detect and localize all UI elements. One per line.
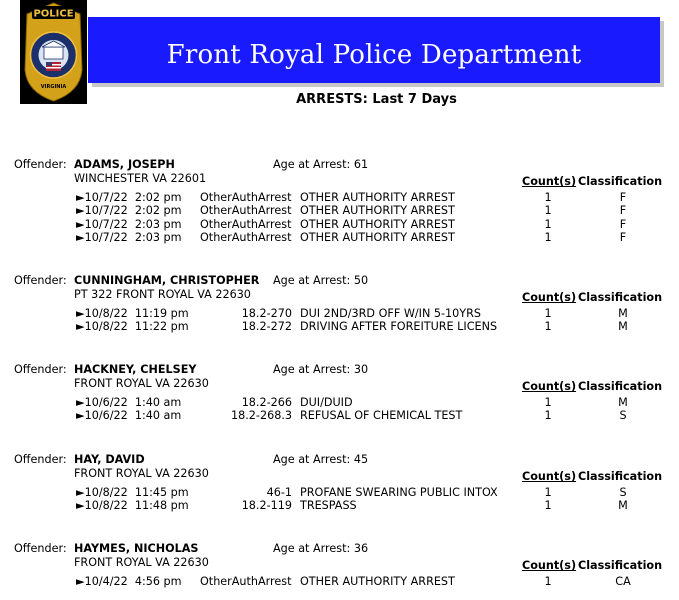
count-column-header: Count(s) [522,559,577,572]
charge-date: ►10/7/22 [76,217,128,231]
charge-count: 1 [544,230,552,244]
classification-column-header: Classification [578,470,663,483]
charge-row [0,320,679,333]
age-value: 30 [353,363,369,376]
charge-description: PROFANE SWEARING PUBLIC INTOX [300,486,498,499]
age-label: Age at Arrest: [273,274,351,287]
charge-code: 18.2-268.3 [231,409,292,423]
count-column-header: Count(s) [522,291,577,304]
charge-date: ►10/8/22 [76,307,128,320]
charge-count: 1 [544,486,552,499]
age-label: Age at Arrest: [273,542,351,555]
age-at-arrest [273,542,368,555]
count-column-header: Count(s) [522,175,577,188]
charge-description: OTHER AUTHORITY ARREST [300,217,455,231]
charge-classification: S [619,409,627,423]
charge-date: ►10/6/22 [76,409,128,423]
charge-classification: M [618,307,628,320]
charge-time: 11:19 pm [134,307,189,320]
charge-classification: F [619,191,627,204]
charge-date: ►10/8/22 [76,486,128,499]
charge-code: 18.2-270 [241,307,292,320]
charge-code: 18.2-119 [241,499,292,513]
charge-code: 46-1 [266,486,292,499]
charge-row [0,307,679,320]
charge-description: OTHER AUTHORITY ARREST [300,230,455,244]
charge-datetime [76,218,182,231]
charge-row [0,191,679,204]
charge-row [0,499,679,512]
charge-datetime [76,396,181,409]
charge-date: ►10/7/22 [76,230,128,244]
offender-label: Offender: [14,363,67,376]
offender-address: FRONT ROYAL VA 22630 [74,377,209,390]
offender-name: HAY, DAVID [74,453,145,466]
charge-code: 18.2-272 [241,320,292,334]
svg-text:POLICE: POLICE [33,8,74,20]
charge-description: DUI 2ND/3RD OFF W/IN 5-10YRS [300,307,481,320]
classification-column-header: Classification [578,380,663,393]
charge-datetime [76,320,189,333]
charge-count: 1 [544,396,552,409]
offender-label: Offender: [14,542,67,555]
offender-name: CUNNINGHAM, CHRISTOPHER [74,274,260,287]
age-at-arrest [273,363,368,376]
charge-code: OtherAuthArrest [200,191,292,204]
charge-time: 2:02 pm [134,191,182,204]
charge-row [0,204,679,217]
classification-column-header: Classification [578,559,663,572]
banner-title: Front Royal Police Department [166,40,582,70]
charge-time: 11:48 pm [134,499,189,513]
offender-name: HACKNEY, CHELSEY [74,363,197,376]
charge-description: REFUSAL OF CHEMICAL TEST [300,409,463,423]
offender-block [0,274,679,354]
charge-date: ►10/8/22 [76,499,128,513]
charge-datetime [76,204,182,217]
charge-datetime [76,307,189,320]
charge-count: 1 [544,217,552,231]
charge-row [0,409,679,422]
count-column-header: Count(s) [522,380,577,393]
charge-datetime [76,409,181,422]
charge-time: 2:03 pm [134,230,182,244]
offender-address: WINCHESTER VA 22601 [74,172,207,185]
title-banner [88,17,660,83]
charge-row [0,231,679,244]
charge-classification: F [619,230,627,244]
offender-label: Offender: [14,274,67,287]
charge-time: 2:03 pm [134,217,182,231]
charge-count: 1 [544,191,552,204]
charge-count: 1 [544,409,552,423]
charge-row [0,396,679,409]
police-badge-logo [20,0,87,104]
offender-address: FRONT ROYAL VA 22630 [74,467,209,480]
report-subtitle: ARRESTS: Last 7 Days [296,92,457,107]
charge-date: ►10/8/22 [76,320,128,334]
charge-row [0,218,679,231]
charge-time: 2:02 pm [134,204,182,218]
charge-code: OtherAuthArrest [200,575,292,588]
charge-code: OtherAuthArrest [200,230,292,244]
offender-block [0,542,679,600]
offender-block [0,158,679,244]
charge-date: ►10/6/22 [76,396,128,409]
age-label: Age at Arrest: [273,158,351,171]
charge-classification: S [619,486,627,499]
age-value: 50 [353,274,369,287]
charge-date: ►10/7/22 [76,191,128,204]
charge-time: 1:40 am [134,409,182,423]
charge-datetime [76,499,189,512]
charge-time: 11:22 pm [134,320,189,334]
charge-time: 1:40 am [134,396,182,409]
age-at-arrest [273,274,368,287]
charge-classification: F [619,204,627,218]
charge-description: OTHER AUTHORITY ARREST [300,204,455,218]
offender-label: Offender: [14,158,67,171]
age-label: Age at Arrest: [273,363,351,376]
charge-row [0,486,679,499]
charge-date: ►10/4/22 [76,575,128,588]
charge-classification: M [618,320,628,334]
charge-classification: M [618,396,628,409]
charge-classification: M [618,499,628,513]
charge-count: 1 [544,307,552,320]
charge-datetime [76,486,189,499]
charge-code: 18.2-266 [241,396,292,409]
age-value: 36 [353,542,369,555]
charge-description: OTHER AUTHORITY ARREST [300,575,455,588]
age-at-arrest [273,453,368,466]
age-label: Age at Arrest: [273,453,351,466]
offender-address: PT 322 FRONT ROYAL VA 22630 [74,288,251,301]
offender-name: ADAMS, JOSEPH [74,158,175,171]
charge-count: 1 [544,575,552,588]
charge-code: OtherAuthArrest [200,217,292,231]
count-column-header: Count(s) [522,470,577,483]
charge-time: 11:45 pm [134,486,189,499]
offender-block [0,453,679,533]
charge-datetime [76,191,182,204]
charge-classification: CA [615,575,631,588]
offender-name: HAYMES, NICHOLAS [74,542,199,555]
age-value: 45 [353,453,369,466]
charge-count: 1 [544,204,552,218]
badge-icon [20,0,87,104]
charge-count: 1 [544,320,552,334]
charge-row [0,575,679,588]
age-at-arrest [273,158,368,171]
charge-date: ►10/7/22 [76,204,128,218]
charge-count: 1 [544,499,552,513]
charge-description: DUI/DUID [300,396,353,409]
offender-address: FRONT ROYAL VA 22630 [74,556,209,569]
charge-classification: F [619,217,627,231]
classification-column-header: Classification [578,291,663,304]
svg-text:VIRGINIA: VIRGINIA [40,84,67,90]
charge-datetime [76,575,182,588]
offender-block [0,363,679,443]
offender-label: Offender: [14,453,67,466]
age-value: 61 [353,158,369,171]
charge-description: TRESPASS [300,499,357,513]
charge-description: DRIVING AFTER FOREITURE LICENS [300,320,498,334]
charge-time: 4:56 pm [134,575,182,588]
classification-column-header: Classification [578,175,663,188]
charge-datetime [76,231,182,244]
charge-code: OtherAuthArrest [200,204,292,218]
charge-description: OTHER AUTHORITY ARREST [300,191,455,204]
